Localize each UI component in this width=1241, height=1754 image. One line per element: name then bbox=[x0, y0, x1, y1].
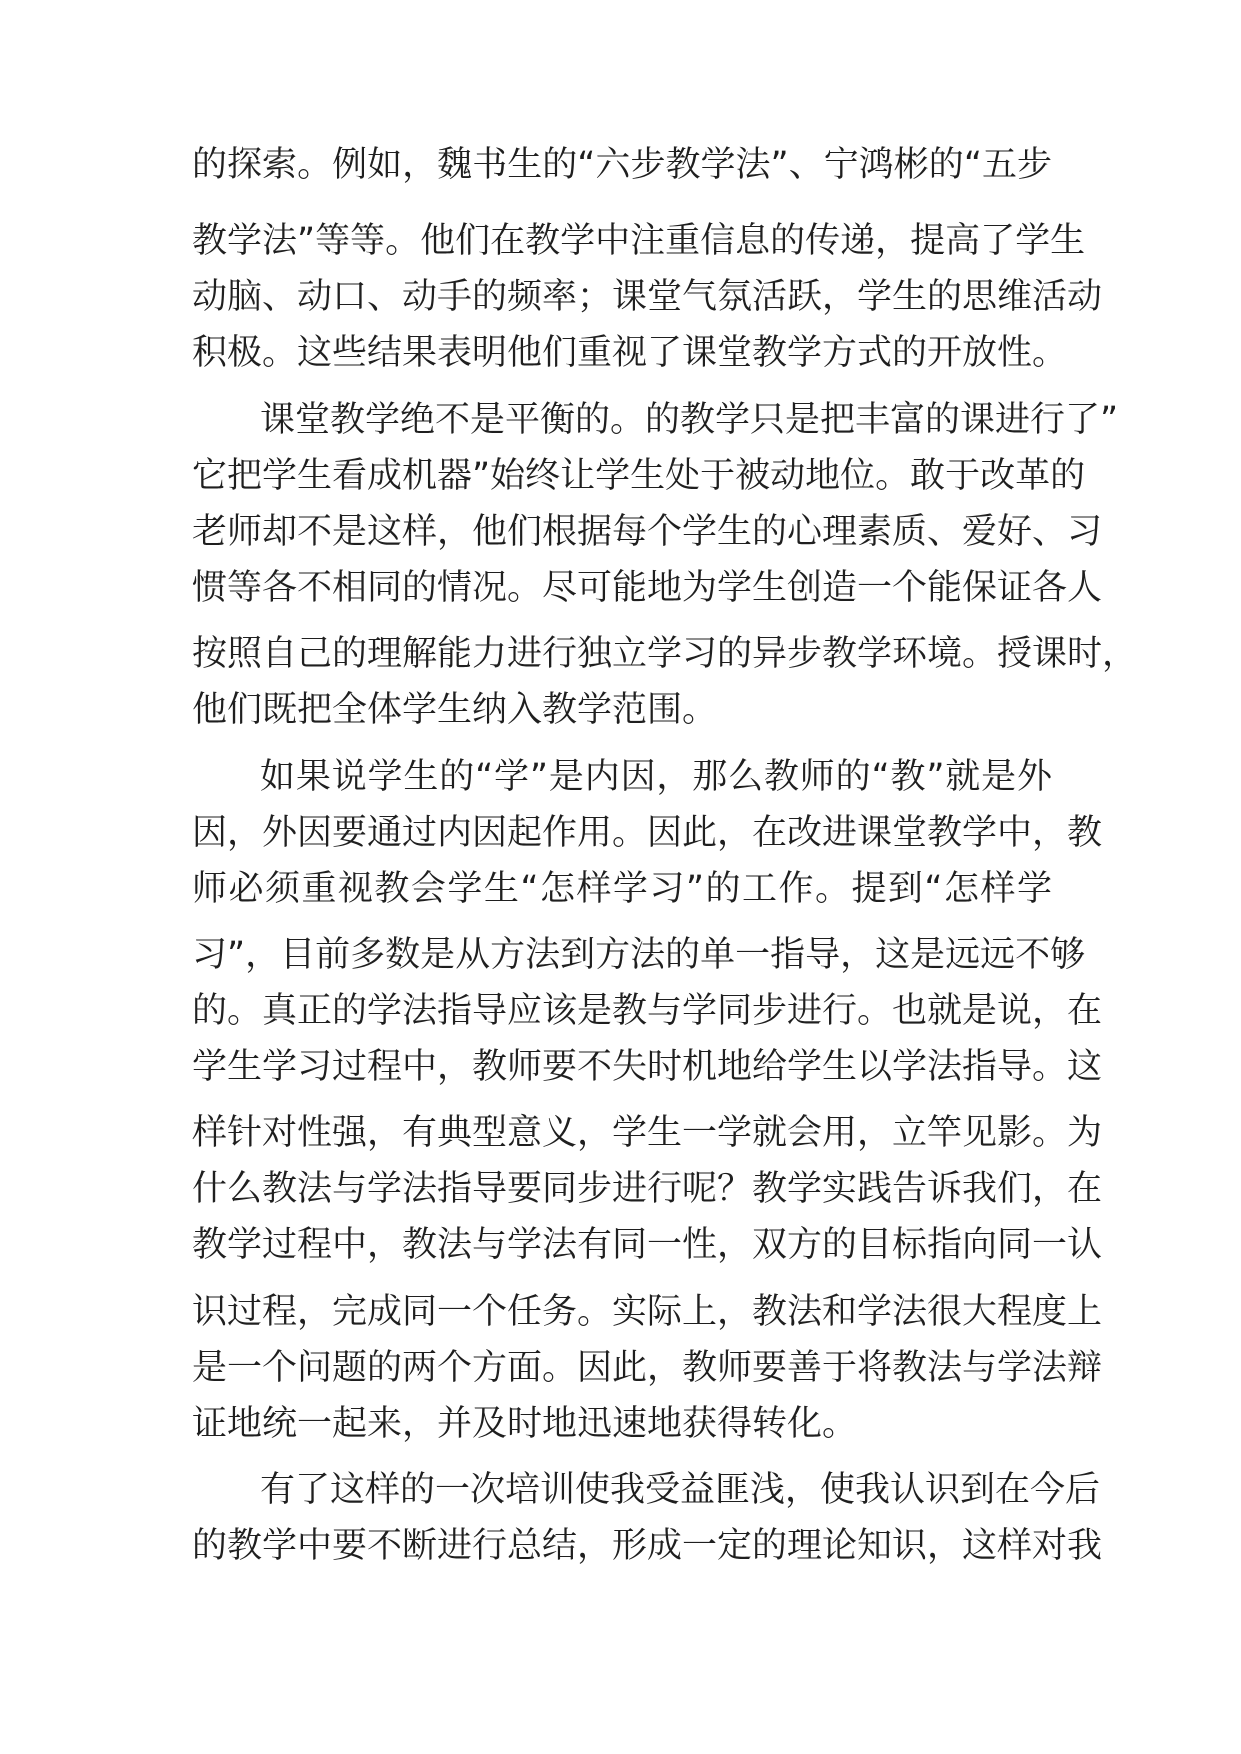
body-text-line: 他们既把全体学生纳入教学范围。 bbox=[192, 690, 718, 730]
body-text-line: 样针对性强，有典型意义，学生一学就会用，立竿见影。为 bbox=[192, 1113, 1103, 1153]
paragraph-first-line: 有了这样的一次培训使我受益匪浅，使我认识到在今后 bbox=[260, 1470, 1101, 1510]
body-text-line: 识过程，完成同一个任务。实际上，教法和学法很大程度上 bbox=[192, 1292, 1103, 1332]
body-text-line: 按照自己的理解能力进行独立学习的异步教学环境。授课时， bbox=[192, 634, 1138, 674]
body-text-line: 因，外因要通过内因起作用。因此，在改进课堂教学中，教 bbox=[192, 813, 1103, 853]
body-text-line: 的。真正的学法指导应该是教与学同步进行。也就是说，在 bbox=[192, 991, 1103, 1031]
body-text-line: 动脑、动口、动手的频率；课堂气氛活跃，学生的思维活动 bbox=[192, 277, 1103, 317]
body-text-line: 教学过程中，教法与学法有同一性，双方的目标指向同一认 bbox=[192, 1225, 1103, 1265]
body-text-line: 师必须重视教会学生“怎样学习”的工作。提到“怎样学 bbox=[192, 869, 1052, 909]
body-text-line: 什么教法与学法指导要同步进行呢？教学实践告诉我们，在 bbox=[192, 1169, 1103, 1209]
body-text-line: 的教学中要不断进行总结，形成一定的理论知识，这样对我 bbox=[192, 1526, 1103, 1566]
paragraph-first-line: 如果说学生的“学”是内因，那么教师的“教”就是外 bbox=[260, 757, 1052, 797]
body-text-line: 教学法”等等。他们在教学中注重信息的传递，提高了学生 bbox=[192, 221, 1086, 261]
body-text-line: 积极。这些结果表明他们重视了课堂教学方式的开放性。 bbox=[192, 333, 1068, 373]
body-text-line: 习”，目前多数是从方法到方法的单一指导，这是远远不够 bbox=[192, 935, 1086, 975]
body-text-line: 是一个问题的两个方面。因此，教师要善于将教法与学法辩 bbox=[192, 1348, 1103, 1388]
paragraph-first-line: 课堂教学绝不是平衡的。的教学只是把丰富的课进行了” bbox=[260, 400, 1119, 440]
body-text-line: 的探索。例如，魏书生的“六步教学法”、宁鸿彬的“五步 bbox=[192, 145, 1052, 185]
body-text-line: 惯等各不相同的情况。尽可能地为学生创造一个能保证各人 bbox=[192, 568, 1103, 608]
body-text-line: 老师却不是这样，他们根据每个学生的心理素质、爱好、习 bbox=[192, 512, 1103, 552]
body-text-line: 证地统一起来，并及时地迅速地获得转化。 bbox=[192, 1404, 858, 1444]
body-text-line: 它把学生看成机器”始终让学生处于被动地位。敢于改革的 bbox=[192, 456, 1086, 496]
body-text-line: 学生学习过程中，教师要不失时机地给学生以学法指导。这 bbox=[192, 1047, 1103, 1087]
